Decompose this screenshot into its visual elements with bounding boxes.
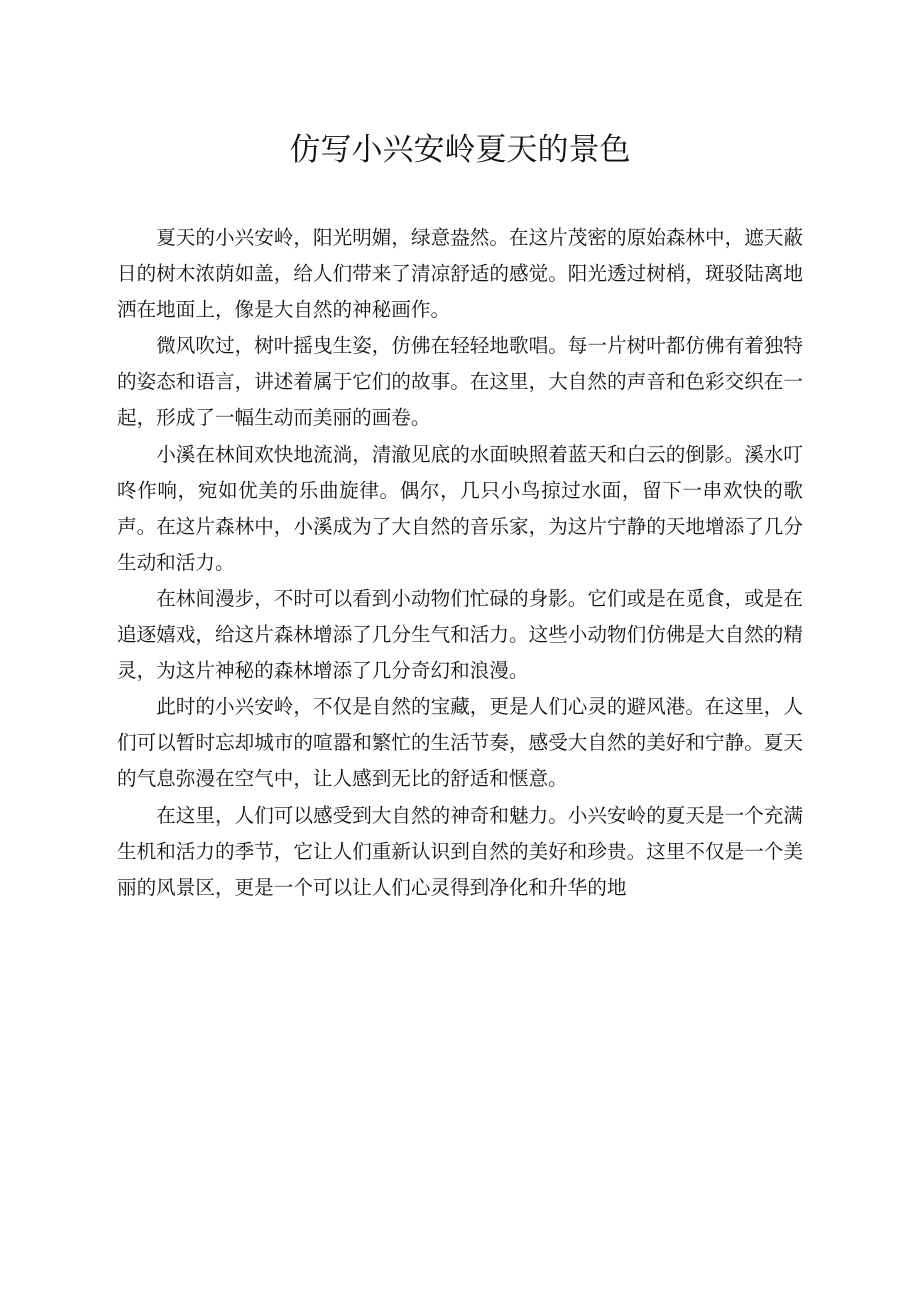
paragraph: 小溪在林间欢快地流淌，清澈见底的水面映照着蓝天和白云的倒影。溪水叮咚作响，宛如优美的乐曲旋律。偶尔，几只小鸟掠过水面，留下一串欢快的歌声。在这片森林中，小溪成为了大自然的音乐家，为这片宁静的天地增添了几分生动和活力。 — [117, 442, 803, 574]
document-body — [117, 220, 803, 906]
page-title: 仿写小兴安岭夏天的景色 — [289, 132, 631, 168]
paragraph: 微风吹过，树叶摇曳生姿，仿佛在轻轻地歌唱。每一片树叶都仿佛有着独特的姿态和语言，讲述着属于它们的故事。在这里，大自然的声音和色彩交织在一起，形成了一幅生动而美丽的画卷。 — [117, 334, 803, 430]
paragraph: 在这里，人们可以感受到大自然的神奇和魅力。小兴安岭的夏天是一个充满生机和活力的季节，它让人们重新认识到自然的美好和珍贵。这里不仅是一个美丽的风景区，更是一个可以让人们心灵得到净化和升华的地 — [117, 803, 803, 899]
paragraph: 夏天的小兴安岭，阳光明媚，绿意盎然。在这片茂密的原始森林中，遮天蔽日的树木浓荫如盖，给人们带来了清凉舒适的感觉。阳光透过树梢，斑驳陆离地洒在地面上，像是大自然的神秘画作。 — [117, 226, 803, 322]
paragraph: 在林间漫步，不时可以看到小动物们忙碌的身影。它们或是在觅食，或是在追逐嬉戏，给这片森林增添了几分生气和活力。这些小动物们仿佛是大自然的精灵，为这片神秘的森林增添了几分奇幻和浪漫。 — [117, 586, 803, 683]
paragraph: 此时的小兴安岭，不仅是自然的宝藏，更是人们心灵的避风港。在这里，人们可以暂时忘却城市的喧嚣和繁忙的生活节奏，感受大自然的美好和宁静。夏天的气息弥漫在空气中，让人感到无比的舒适和惬意。 — [117, 695, 803, 791]
